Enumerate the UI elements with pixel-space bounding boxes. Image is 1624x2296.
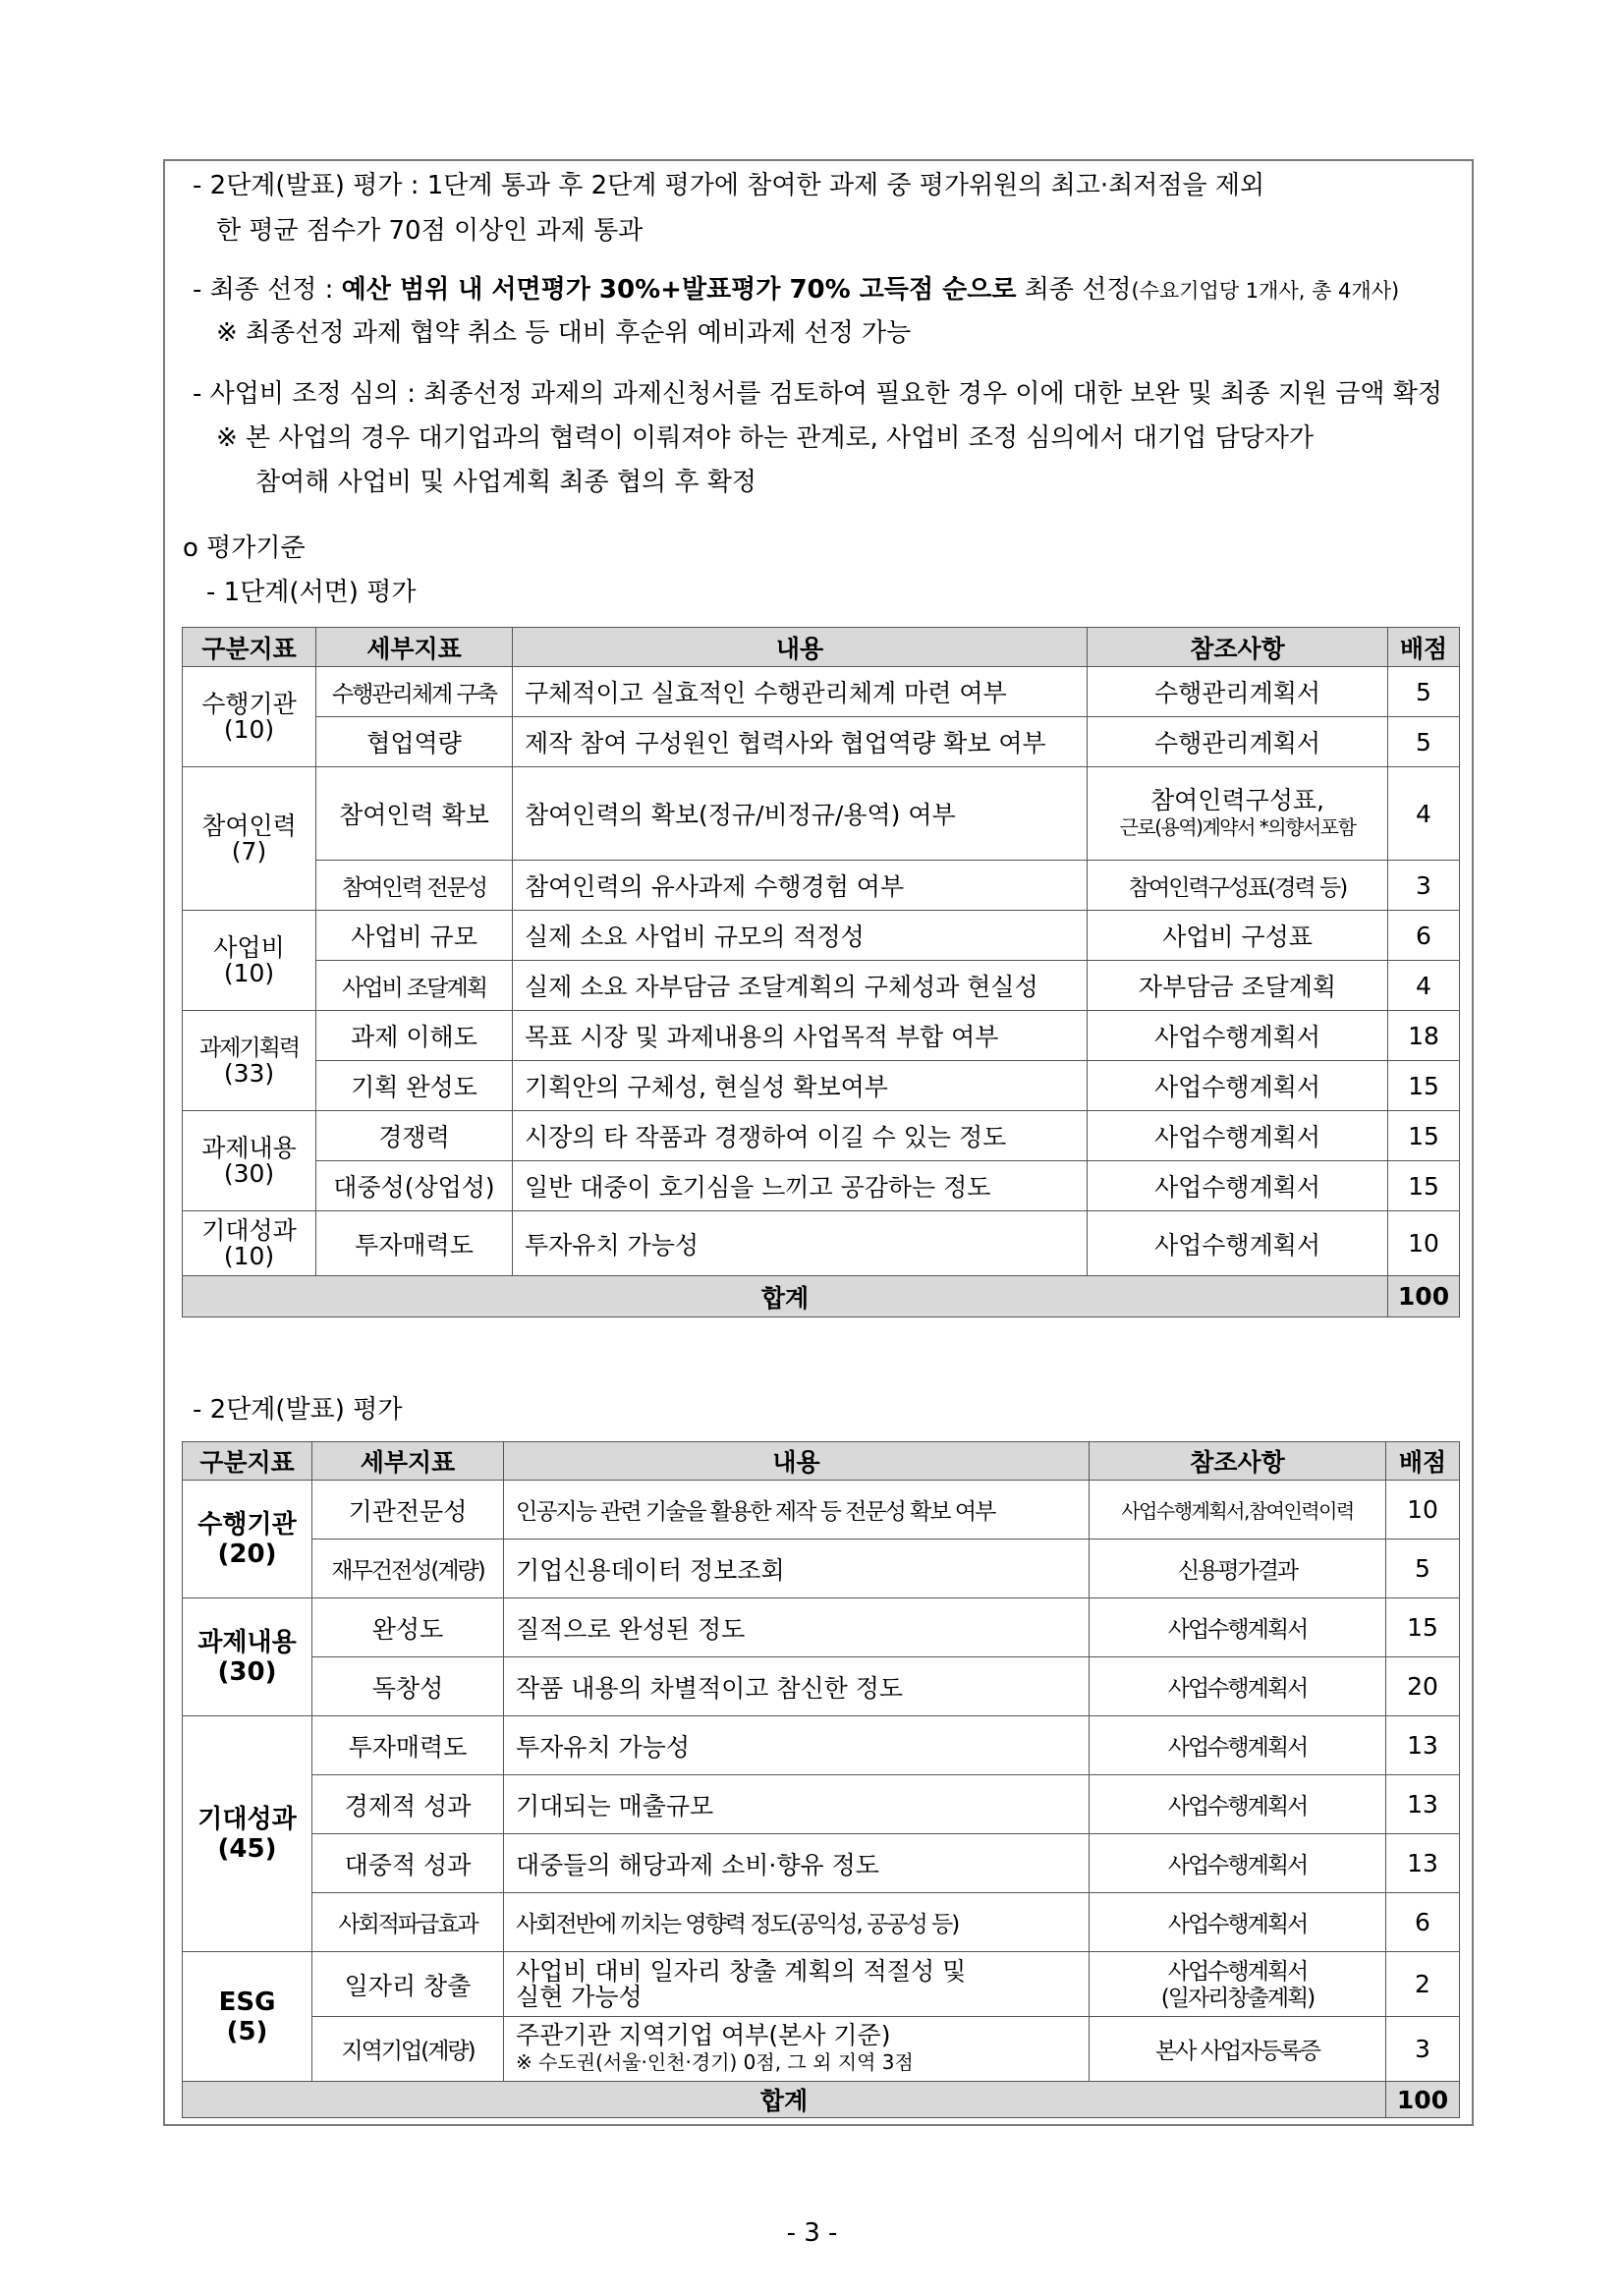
table-row bbox=[183, 1834, 1460, 1893]
detail-cell bbox=[312, 1893, 504, 1952]
content-cell: 질적으로 완성된 정도 bbox=[504, 1598, 1090, 1657]
content-cell: 대중들의 해당과제 소비·향유 정도 bbox=[504, 1834, 1090, 1893]
score-cell: 6 bbox=[1386, 1893, 1460, 1952]
ref-text: 참여인력구성표(경력 등) bbox=[1128, 874, 1347, 901]
group-score: (10) bbox=[223, 714, 275, 744]
header-detail: 세부지표 bbox=[312, 1442, 504, 1481]
header-content: 내용 bbox=[513, 628, 1088, 667]
content-line1: 주관기관 지역기업 여부(본사 기준) bbox=[516, 2021, 891, 2049]
table-row bbox=[183, 861, 1460, 911]
group-cell bbox=[183, 911, 316, 1011]
ref-text: 사업수행계획서 bbox=[1167, 1735, 1308, 1761]
table-row bbox=[183, 717, 1460, 767]
detail-text: 사업비 조달계획 bbox=[342, 975, 486, 1001]
content-cell: 투자유치 가능성 bbox=[513, 1211, 1088, 1276]
score-cell: 10 bbox=[1388, 1211, 1460, 1276]
table-row bbox=[183, 961, 1460, 1011]
final-note: ※ 최종선정 과제 협약 취소 등 대비 후순위 예비과제 선정 가능 bbox=[216, 318, 912, 348]
content-cell: 시장의 타 작품과 경쟁하여 이길 수 있는 정도 bbox=[513, 1111, 1088, 1161]
ref-cell bbox=[1090, 1540, 1386, 1598]
ref-text: 사업수행계획서,참여인력이력 bbox=[1121, 1499, 1354, 1523]
stage2-desc-line1: - 2단계(발표) 평가 : 1단계 통과 후 2단계 평가에 참여한 과제 중 평가위원의 최고·최저점을 제외 bbox=[193, 171, 1265, 200]
group-score: (45) bbox=[217, 1833, 277, 1864]
total-score: 100 bbox=[1386, 2082, 1460, 2118]
table-row bbox=[183, 1952, 1460, 2017]
group-name: 과제내용 bbox=[197, 1627, 297, 1657]
ref-cell: 사업수행계획서 bbox=[1088, 1061, 1388, 1111]
content-cell: 투자유치 가능성 bbox=[504, 1716, 1090, 1775]
header-reference: 참조사항 bbox=[1088, 628, 1388, 667]
header-score: 배점 bbox=[1386, 1442, 1460, 1481]
group-score: (33) bbox=[223, 1059, 275, 1088]
ref-cell bbox=[1090, 1775, 1386, 1834]
table-row bbox=[183, 1775, 1460, 1834]
stage2-heading: - 2단계(발표) 평가 bbox=[193, 1395, 403, 1425]
ref-cell: 사업수행계획서 bbox=[1088, 1161, 1388, 1211]
score-cell: 5 bbox=[1386, 1540, 1460, 1598]
ref-cell: 수행관리계획서 bbox=[1088, 717, 1388, 767]
table-row bbox=[183, 1540, 1460, 1598]
table-row bbox=[183, 1657, 1460, 1716]
detail-cell bbox=[312, 2017, 504, 2082]
budget-line2: ※ 본 사업의 경우 대기업과의 협력이 이뤄져야 하는 관계로, 사업비 조정 심의에서 대기업 담당자가 bbox=[216, 423, 1315, 453]
ref-line1: 참여인력구성표, bbox=[1150, 785, 1324, 814]
content-cell: 참여인력의 유사과제 수행경험 여부 bbox=[513, 861, 1088, 911]
ref-line2: 근로(용역)계약서 *의향서포함 bbox=[1119, 814, 1356, 839]
score-cell: 20 bbox=[1386, 1657, 1460, 1716]
group-cell bbox=[183, 1716, 312, 1952]
total-label: 합계 bbox=[183, 2082, 1386, 2118]
ref-cell: 수행관리계획서 bbox=[1088, 667, 1388, 717]
group-name: 수행기관 bbox=[197, 1509, 297, 1540]
stage2-table bbox=[182, 1441, 1460, 2118]
ref-cell bbox=[1090, 1716, 1386, 1775]
score-cell: 4 bbox=[1388, 961, 1460, 1011]
content-note: ※ 수도권(서울·인천·경기) 0점, 그 외 지역 3점 bbox=[516, 2050, 914, 2074]
detail-cell: 투자매력도 bbox=[312, 1716, 504, 1775]
table-row bbox=[183, 1011, 1460, 1061]
detail-cell: 경제적 성과 bbox=[312, 1775, 504, 1834]
ref-cell: 사업비 구성표 bbox=[1088, 911, 1388, 961]
ref-text: 사업수행계획서 bbox=[1167, 1794, 1308, 1820]
ref-cell bbox=[1090, 2017, 1386, 2082]
content-cell: 기획안의 구체성, 현실성 확보여부 bbox=[513, 1061, 1088, 1111]
ref-cell bbox=[1088, 767, 1388, 861]
budget-line3: 참여해 사업비 및 사업계획 최종 협의 후 확정 bbox=[255, 468, 756, 497]
detail-cell bbox=[312, 1540, 504, 1598]
score-cell: 6 bbox=[1388, 911, 1460, 961]
table-row bbox=[183, 1061, 1460, 1111]
ref-cell: 사업수행계획서 bbox=[1088, 1011, 1388, 1061]
detail-cell: 참여인력 확보 bbox=[316, 767, 513, 861]
page-number: - 3 - bbox=[786, 2218, 838, 2248]
detail-text: 재무건전성(계량) bbox=[331, 1558, 484, 1584]
header-category: 구분지표 bbox=[183, 628, 316, 667]
group-score: (10) bbox=[223, 1241, 275, 1270]
total-row bbox=[183, 2082, 1460, 2118]
detail-cell bbox=[316, 667, 513, 717]
detail-text: 수행관리체계 구축 bbox=[331, 681, 497, 707]
detail-cell: 기획 완성도 bbox=[316, 1061, 513, 1111]
group-name: ESG bbox=[218, 1987, 276, 2017]
table-row bbox=[183, 1598, 1460, 1657]
group-score: (20) bbox=[217, 1539, 277, 1569]
detail-cell: 경쟁력 bbox=[316, 1111, 513, 1161]
ref-line2: (일자리창출계획) bbox=[1160, 1985, 1315, 2011]
final-bold: 예산 범위 내 서면평가 30%+발표평가 70% 고득점 순으로 bbox=[341, 275, 1017, 305]
final-small: (수요기업당 1개사, 총 4개사) bbox=[1131, 279, 1400, 303]
content-cell bbox=[504, 2017, 1090, 2082]
group-cell bbox=[183, 1211, 316, 1276]
score-cell: 15 bbox=[1388, 1061, 1460, 1111]
detail-cell: 사업비 규모 bbox=[316, 911, 513, 961]
header-content: 내용 bbox=[504, 1442, 1090, 1481]
score-cell: 18 bbox=[1388, 1011, 1460, 1061]
content-line1: 사업비 대비 일자리 창출 계획의 적절성 및 bbox=[516, 1956, 967, 1986]
score-cell: 13 bbox=[1386, 1834, 1460, 1893]
content-text: 인공지능 관련 기술을 활용한 제작 등 전문성 확보 여부 bbox=[516, 1499, 995, 1525]
group-name: 기대성과 bbox=[201, 1215, 297, 1245]
table-header-row bbox=[183, 628, 1460, 667]
group-cell bbox=[183, 1598, 312, 1716]
total-score: 100 bbox=[1388, 1276, 1460, 1317]
score-cell: 13 bbox=[1386, 1716, 1460, 1775]
detail-text: 사회적파급효과 bbox=[338, 1912, 477, 1937]
table-row bbox=[183, 2017, 1460, 2082]
header-reference: 참조사항 bbox=[1090, 1442, 1386, 1481]
stage1-table bbox=[182, 627, 1460, 1317]
content-cell bbox=[504, 1952, 1090, 2017]
ref-text: 본사 사업자등록증 bbox=[1154, 2039, 1320, 2064]
group-score: (5) bbox=[226, 2016, 268, 2046]
group-cell bbox=[183, 1952, 312, 2082]
ref-cell bbox=[1088, 861, 1388, 911]
content-cell: 일반 대중이 호기심을 느끼고 공감하는 정도 bbox=[513, 1161, 1088, 1211]
score-cell: 5 bbox=[1388, 717, 1460, 767]
table-row bbox=[183, 1481, 1460, 1540]
header-score: 배점 bbox=[1388, 628, 1460, 667]
group-cell bbox=[183, 1481, 312, 1598]
detail-text: 지역기업(계량) bbox=[341, 2039, 475, 2064]
content-cell: 작품 내용의 차별적이고 참신한 정도 bbox=[504, 1657, 1090, 1716]
content-text: 사회전반에 끼치는 영향력 정도(공익성, 공공성 등) bbox=[516, 1912, 959, 1937]
group-score: (7) bbox=[231, 836, 267, 866]
group-score: (10) bbox=[223, 958, 275, 987]
total-label: 합계 bbox=[183, 1276, 1388, 1317]
score-cell: 4 bbox=[1388, 767, 1460, 861]
group-name: 기대성과 bbox=[197, 1804, 297, 1834]
ref-cell bbox=[1090, 1481, 1386, 1540]
final-prefix: - 최종 선정 : bbox=[193, 275, 342, 305]
score-cell: 10 bbox=[1386, 1481, 1460, 1540]
score-cell: 15 bbox=[1386, 1598, 1460, 1657]
content-cell: 구체적이고 실효적인 수행관리체계 마련 여부 bbox=[513, 667, 1088, 717]
group-name: 참여인력 bbox=[201, 811, 297, 840]
group-cell bbox=[183, 1011, 316, 1111]
ref-cell bbox=[1090, 1834, 1386, 1893]
group-cell bbox=[183, 1111, 316, 1211]
ref-cell: 사업수행계획서 bbox=[1088, 1111, 1388, 1161]
ref-cell: 사업수행계획서 bbox=[1088, 1211, 1388, 1276]
ref-cell bbox=[1090, 1598, 1386, 1657]
group-score: (30) bbox=[217, 1656, 277, 1687]
content-line2: 실현 가능성 bbox=[516, 1982, 643, 2011]
group-name: 사업비 bbox=[213, 932, 285, 962]
ref-text: 신용평가결과 bbox=[1177, 1558, 1298, 1584]
ref-text: 사업수행계획서 bbox=[1167, 1617, 1308, 1643]
content-cell: 기업신용데이터 정보조회 bbox=[504, 1540, 1090, 1598]
table-header-row bbox=[183, 1442, 1460, 1481]
budget-line1: - 사업비 조정 심의 : 최종선정 과제의 과제신청서를 검토하여 필요한 경우 이에 대한 보완 및 최종 지원 금액 확정 bbox=[193, 379, 1443, 409]
ref-text: 사업수행계획서 bbox=[1167, 1912, 1308, 1937]
stage2-desc-line2: 한 평균 점수가 70점 이상인 과제 통과 bbox=[216, 216, 644, 246]
table-row bbox=[183, 1716, 1460, 1775]
content-cell bbox=[504, 1481, 1090, 1540]
table-row bbox=[183, 911, 1460, 961]
table-row bbox=[183, 1893, 1460, 1952]
content-cell bbox=[504, 1893, 1090, 1952]
group-name: 수행기관 bbox=[201, 689, 297, 718]
final-suffix: 최종 선정 bbox=[1016, 275, 1132, 305]
table-row bbox=[183, 1211, 1460, 1276]
score-cell: 3 bbox=[1386, 2017, 1460, 2082]
total-row bbox=[183, 1276, 1460, 1317]
final-selection bbox=[193, 273, 1399, 308]
detail-cell: 대중적 성과 bbox=[312, 1834, 504, 1893]
ref-text: 사업수행계획서 bbox=[1167, 1853, 1308, 1878]
criteria-heading: o 평가기준 bbox=[183, 533, 306, 563]
detail-text: 참여인력 전문성 bbox=[342, 874, 486, 901]
header-detail: 세부지표 bbox=[316, 628, 513, 667]
detail-cell bbox=[316, 961, 513, 1011]
ref-text: 사업수행계획서 bbox=[1167, 1676, 1308, 1702]
detail-cell: 협업역량 bbox=[316, 717, 513, 767]
content-cell: 실제 소요 사업비 규모의 적정성 bbox=[513, 911, 1088, 961]
table-row bbox=[183, 667, 1460, 717]
group-cell bbox=[183, 767, 316, 911]
score-cell: 2 bbox=[1386, 1952, 1460, 2017]
ref-cell bbox=[1090, 1893, 1386, 1952]
detail-cell: 완성도 bbox=[312, 1598, 504, 1657]
content-cell: 실제 소요 자부담금 조달계획의 구체성과 현실성 bbox=[513, 961, 1088, 1011]
score-cell: 3 bbox=[1388, 861, 1460, 911]
detail-cell: 투자매력도 bbox=[316, 1211, 513, 1276]
table-row bbox=[183, 1111, 1460, 1161]
content-cell: 목표 시장 및 과제내용의 사업목적 부합 여부 bbox=[513, 1011, 1088, 1061]
group-cell bbox=[183, 667, 316, 767]
content-cell: 기대되는 매출규모 bbox=[504, 1775, 1090, 1834]
content-cell: 제작 참여 구성원인 협력사와 협업역량 확보 여부 bbox=[513, 717, 1088, 767]
table-row bbox=[183, 767, 1460, 861]
detail-cell: 과제 이해도 bbox=[316, 1011, 513, 1061]
ref-cell bbox=[1090, 1657, 1386, 1716]
ref-cell: 자부담금 조달계획 bbox=[1088, 961, 1388, 1011]
group-score: (30) bbox=[223, 1158, 275, 1188]
stage1-heading: - 1단계(서면) 평가 bbox=[206, 578, 417, 607]
detail-cell bbox=[316, 861, 513, 911]
group-name: 과제기획력 bbox=[198, 1036, 300, 1061]
content-cell: 참여인력의 확보(정규/비정규/용역) 여부 bbox=[513, 767, 1088, 861]
score-cell: 13 bbox=[1386, 1775, 1460, 1834]
score-cell: 15 bbox=[1388, 1161, 1460, 1211]
header-category: 구분지표 bbox=[183, 1442, 312, 1481]
table-row bbox=[183, 1161, 1460, 1211]
ref-cell bbox=[1090, 1952, 1386, 2017]
score-cell: 5 bbox=[1388, 667, 1460, 717]
detail-cell: 독창성 bbox=[312, 1657, 504, 1716]
detail-cell: 일자리 창출 bbox=[312, 1952, 504, 2017]
ref-line1: 사업수행계획서 bbox=[1167, 1958, 1308, 1985]
group-name: 과제내용 bbox=[201, 1133, 297, 1162]
score-cell: 15 bbox=[1388, 1111, 1460, 1161]
detail-cell: 기관전문성 bbox=[312, 1481, 504, 1540]
detail-cell: 대중성(상업성) bbox=[316, 1161, 513, 1211]
